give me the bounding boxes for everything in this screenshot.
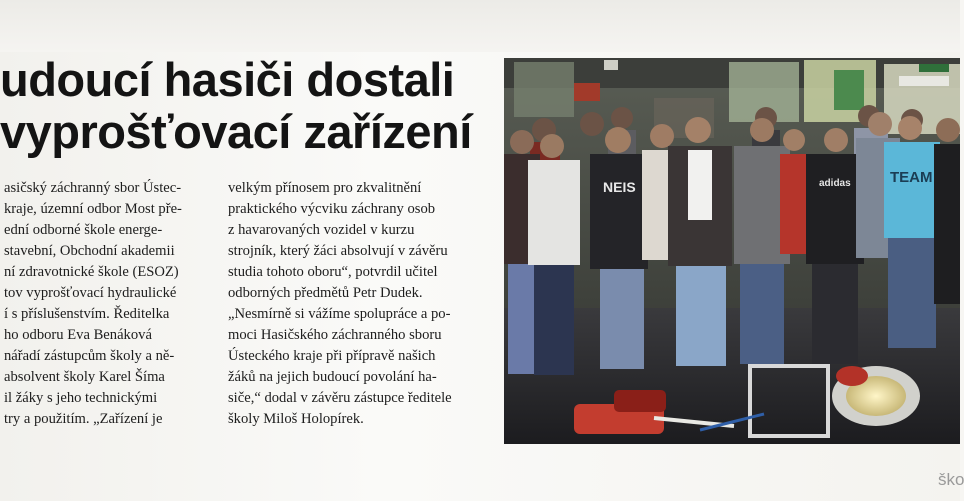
text-line: ho odboru Eva Benáková xyxy=(4,327,152,343)
page-footer-tag: ško xyxy=(938,470,964,489)
text-line: absolvent školy Karel Šíma xyxy=(4,369,165,385)
article-column-left xyxy=(4,178,216,430)
photo-illustration xyxy=(504,58,960,444)
article-headline xyxy=(0,54,500,158)
shirt-text-adidas: adidas xyxy=(819,178,851,189)
shirt-text-team: TEAM xyxy=(890,169,933,186)
text-line: z havarovaných vozidel v kurzu xyxy=(228,222,415,238)
headline-line-2: vyprošťovací zařízení xyxy=(0,105,472,158)
text-line: velkým přínosem pro zkvalitnění xyxy=(228,180,422,196)
text-line: tov vyprošťovací hydraulické xyxy=(4,285,177,301)
text-line: Ústeckého kraje při přípravě našich xyxy=(228,348,436,364)
text-line: strojník, který žáci absolvují v závěru xyxy=(228,243,448,259)
text-line: kraje, územní odbor Most pře- xyxy=(4,201,182,217)
text-line: nářadí zástupcům školy a ně- xyxy=(4,348,175,364)
text-line: siče,“ dodal v závěru zástupce ředitele xyxy=(228,390,452,406)
text-line: try a použitím. „Zařízení je xyxy=(4,411,163,427)
text-line: školy Miloš Holopírek. xyxy=(228,411,364,427)
text-line: ední odborné škole energe- xyxy=(4,222,163,238)
text-line: studia tohoto oboru“, potvrdil učitel xyxy=(228,264,438,280)
text-line: žáků na jejich budoucí povolání ha- xyxy=(228,369,437,385)
scan-top-strip xyxy=(0,0,960,52)
text-line: ní zdravotnické škole (ESOZ) xyxy=(4,264,179,280)
text-line: praktického výcviku záchrany osob xyxy=(228,201,436,217)
text-line: í s příslušenstvím. Ředitelka xyxy=(4,306,170,322)
shirt-text-neis: NEIS xyxy=(603,179,636,195)
article-column-middle xyxy=(228,178,500,430)
text-line: moci Hasičského záchranného sboru xyxy=(228,327,442,343)
text-line: odborných předmětů Petr Dudek. xyxy=(228,285,423,301)
text-line: asičský záchranný sbor Ústec- xyxy=(4,180,182,196)
text-line: „Nesmírně si vážíme spolupráce a po- xyxy=(228,306,451,322)
article-photo xyxy=(504,58,960,444)
headline-line-1: udoucí hasiči dostali xyxy=(0,53,455,106)
text-line: stavební, Obchodní akademii xyxy=(4,243,175,259)
text-line: il žáky s jeho technickými xyxy=(4,390,158,406)
